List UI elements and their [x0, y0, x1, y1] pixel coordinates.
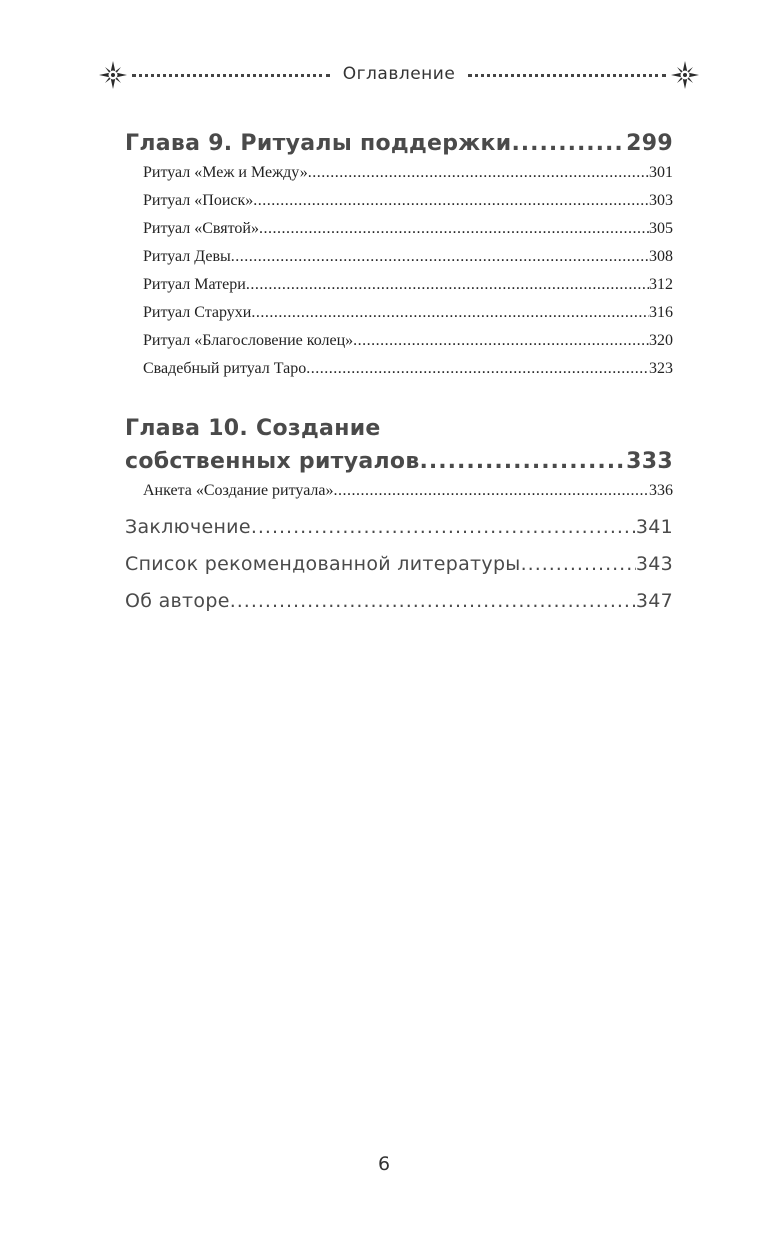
chapter-page-number: 333	[626, 449, 673, 474]
chapter-title: Глава 9. Ритуалы поддержки	[125, 131, 512, 156]
dot-leader	[308, 164, 649, 182]
toc-entry-conclusion[interactable]	[125, 516, 673, 553]
dot-leader	[246, 276, 649, 294]
toc-chapter-entry[interactable]	[125, 131, 673, 164]
entry-title: Ритуал Матери	[143, 276, 246, 293]
entry-page-number: 308	[649, 248, 673, 265]
toc-sub-entry[interactable]	[125, 220, 673, 248]
entry-page-number: 347	[635, 590, 673, 612]
toc-chapter-entry[interactable]	[125, 449, 673, 482]
running-title: Оглавление	[342, 64, 456, 84]
page-number: 6	[377, 1153, 391, 1175]
chapter-page-number: 299	[626, 131, 673, 156]
entry-title: Список рекомендованной литературы	[125, 553, 521, 575]
dot-leader	[306, 360, 649, 378]
entry-title: Об авторе	[125, 590, 230, 612]
toc-sub-entry[interactable]	[125, 304, 673, 332]
toc-sub-entry[interactable]	[125, 248, 673, 276]
chapter-title-line[interactable]: Глава 10. Создание	[125, 416, 381, 441]
toc-sub-entry[interactable]	[125, 360, 673, 388]
toc-sub-entry[interactable]	[125, 482, 673, 510]
toc-sub-entry[interactable]	[125, 192, 673, 220]
dot-leader	[353, 332, 649, 350]
dot-leader	[521, 553, 636, 575]
header-dotted-rule	[468, 74, 666, 77]
entry-page-number: 305	[649, 220, 673, 237]
dot-leader	[259, 220, 649, 238]
entry-page-number: 312	[649, 276, 673, 293]
entry-page-number: 341	[635, 516, 673, 538]
entry-page-number: 323	[649, 360, 673, 377]
header-dotted-rule	[132, 74, 330, 77]
entry-title: Ритуал «Благословение колец»	[143, 332, 354, 349]
toc-sub-entry[interactable]	[125, 164, 673, 192]
entry-page-number: 301	[649, 164, 673, 181]
dot-leader	[253, 192, 649, 210]
toc-entry-bibliography[interactable]	[125, 553, 673, 590]
toc-back-matter	[125, 516, 673, 627]
toc-chapter-9	[125, 131, 673, 388]
dot-leader	[511, 131, 626, 156]
entry-title: Ритуал «Меж и Между»	[143, 164, 308, 181]
entry-page-number: 316	[649, 304, 673, 321]
toc-sub-entry[interactable]	[125, 276, 673, 304]
running-header	[98, 60, 700, 92]
dot-leader	[420, 449, 627, 474]
entry-title: Ритуал «Поиск»	[143, 192, 254, 209]
entry-title: Ритуал Девы	[143, 248, 231, 265]
entry-page-number: 343	[635, 553, 673, 575]
dot-leader	[231, 248, 649, 266]
entry-title: Ритуал «Святой»	[143, 220, 259, 237]
entry-title: Анкета «Создание ритуала»	[143, 482, 334, 499]
compass-star-icon	[98, 60, 128, 90]
entry-page-number: 303	[649, 192, 673, 209]
entry-title: Ритуал Старухи	[143, 304, 252, 321]
entry-page-number: 320	[649, 332, 673, 349]
dot-leader	[251, 516, 636, 538]
entry-page-number: 336	[649, 482, 673, 499]
toc-entry-about-author[interactable]	[125, 590, 673, 627]
entry-title: Свадебный ритуал Таро	[143, 360, 307, 377]
toc-chapter-10	[125, 416, 673, 510]
dot-leader	[251, 304, 649, 322]
toc-sub-entry[interactable]	[125, 332, 673, 360]
dot-leader	[230, 590, 636, 612]
dot-leader	[334, 482, 649, 500]
chapter-title: собственных ритуалов	[125, 449, 420, 474]
entry-title: Заключение	[125, 516, 251, 538]
compass-star-icon	[670, 60, 700, 90]
